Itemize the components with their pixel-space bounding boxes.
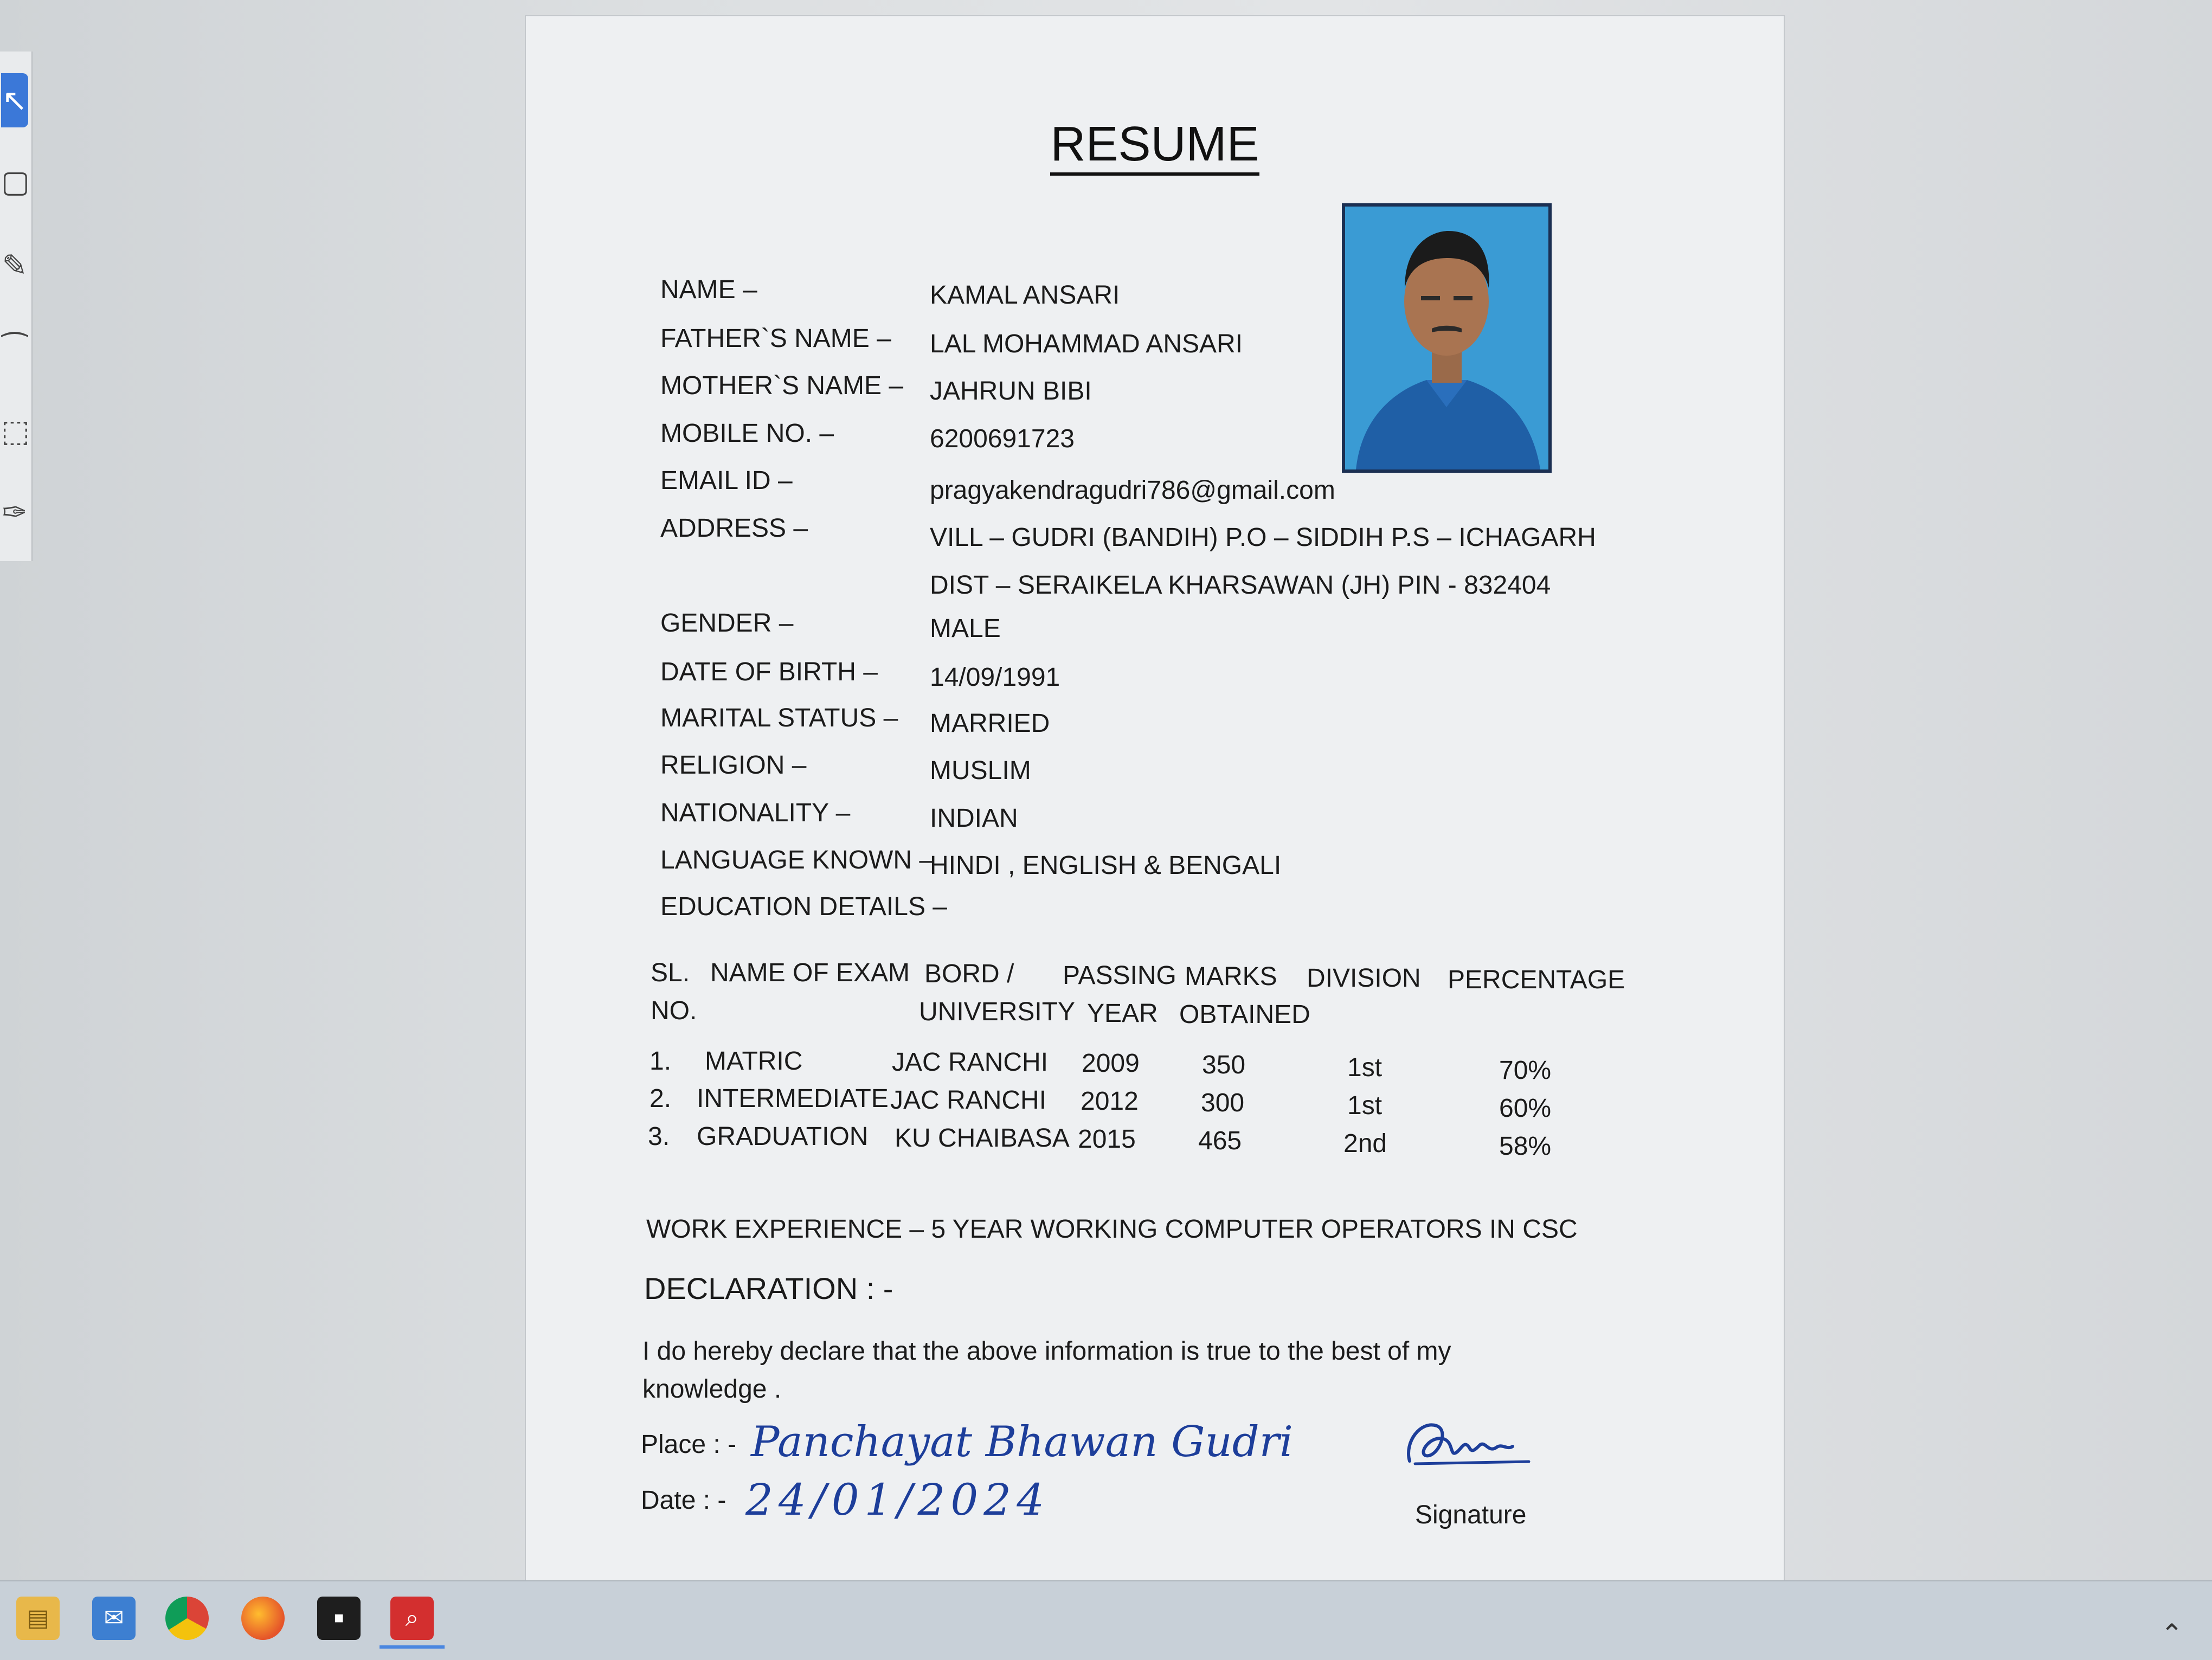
place-handwritten: Panchayat Bhawan Gudri (751, 1418, 1293, 1466)
table-header: PASSING (1063, 961, 1176, 990)
field-value: 14/09/1991 (930, 663, 1060, 692)
field-label: DATE OF BIRTH – (660, 658, 878, 686)
comment-tool-icon[interactable]: ▢ (1, 164, 30, 198)
table-cell: JAC RANCHI (892, 1048, 1049, 1077)
declaration-text-continued: knowledge . (642, 1375, 782, 1404)
table-header: MARKS (1185, 962, 1277, 991)
field-label: FATHER`S NAME – (660, 324, 891, 353)
field-label: NATIONALITY – (660, 799, 851, 827)
table-cell: GRADUATION (697, 1122, 869, 1151)
table-header: NO. (651, 996, 697, 1025)
table-cell: 70% (1499, 1056, 1552, 1085)
person-photo-image (1345, 207, 1548, 469)
field-label: MOTHER`S NAME – (660, 371, 904, 400)
field-value: LAL MOHAMMAD ANSARI (930, 330, 1243, 358)
education-heading: EDUCATION DETAILS – (660, 892, 947, 921)
select-tool-icon[interactable]: ↖ (1, 73, 28, 127)
text-select-tool-icon[interactable]: ⬚ (1, 414, 30, 448)
field-label: ADDRESS – (660, 514, 808, 543)
field-value: 6200691723 (930, 424, 1075, 453)
work-experience: WORK EXPERIENCE – 5 YEAR WORKING COMPUTER OPERATORS IN CSC (646, 1215, 1578, 1244)
date-handwritten: 24/01/2024 (745, 1475, 1050, 1525)
stamp-tool-icon[interactable]: ✑ (2, 495, 28, 529)
table-cell: 1st (1347, 1053, 1382, 1082)
table-header: DIVISION (1307, 964, 1421, 993)
field-value: MUSLIM (930, 756, 1031, 785)
field-value: HINDI , ENGLISH & BENGALI (930, 851, 1282, 880)
field-label: GENDER – (660, 609, 794, 638)
field-value: INDIAN (930, 804, 1018, 833)
table-cell: 350 (1202, 1051, 1246, 1079)
pen-tool-icon[interactable]: ✎ (2, 248, 28, 282)
resume-title: RESUME (526, 117, 1784, 172)
date-label: Date : - (641, 1486, 726, 1515)
field-value: KAMAL ANSARI (930, 281, 1120, 310)
field-value: MALE (930, 614, 1001, 643)
tool-rail (0, 52, 33, 561)
field-value-continued: DIST – SERAIKELA KHARSAWAN (JH) PIN - 832404 (930, 571, 1551, 600)
table-cell: 2015 (1078, 1125, 1136, 1154)
field-value: JAHRUN BIBI (930, 377, 1092, 406)
signature-label: Signature (1415, 1501, 1527, 1529)
field-value: MARRIED (930, 709, 1050, 738)
field-label: MOBILE NO. – (660, 419, 834, 448)
chrome-icon[interactable] (165, 1597, 209, 1640)
pdf-reader-icon[interactable]: ⌕ (390, 1597, 434, 1640)
file-explorer-icon[interactable]: ▤ (16, 1597, 60, 1640)
table-cell: 2nd (1343, 1129, 1387, 1158)
draw-tool-icon[interactable]: ⁀ (2, 332, 27, 366)
table-header: YEAR (1087, 999, 1158, 1028)
table-cell: 300 (1201, 1089, 1245, 1117)
table-cell: 3. (648, 1122, 670, 1151)
table-cell: 60% (1499, 1094, 1552, 1123)
table-cell: 465 (1198, 1127, 1242, 1155)
field-value: VILL – GUDRI (BANDIH) P.O – SIDDIH P.S – ICHAGARH (930, 523, 1596, 552)
table-cell: JAC RANCHI (890, 1086, 1047, 1115)
app-icon[interactable]: ■ (317, 1597, 361, 1640)
field-label: EMAIL ID – (660, 466, 793, 495)
place-label: Place : - (641, 1430, 737, 1459)
table-cell: 2009 (1082, 1049, 1140, 1078)
table-cell: 2. (650, 1084, 672, 1113)
field-value: pragyakendragudri786@gmail.com (930, 476, 1335, 505)
table-header: UNIVERSITY (919, 998, 1076, 1026)
table-cell: MATRIC (705, 1047, 803, 1076)
mail-icon[interactable]: ✉ (92, 1597, 136, 1640)
field-label: NAME – (660, 275, 757, 304)
handwritten-signature (1399, 1410, 1540, 1475)
table-header: NAME OF EXAM (710, 958, 910, 987)
field-label: LANGUAGE KNOWN – (660, 846, 934, 874)
field-label: MARITAL STATUS – (660, 704, 898, 732)
table-cell: KU CHAIBASA (895, 1124, 1070, 1153)
declaration-title: DECLARATION : - (644, 1271, 893, 1305)
active-app-indicator (380, 1645, 445, 1649)
table-cell: 1. (650, 1047, 672, 1076)
table-header: PERCENTAGE (1448, 966, 1625, 994)
field-label: RELIGION – (660, 751, 807, 780)
table-cell: 58% (1499, 1132, 1552, 1161)
table-header: OBTAINED (1179, 1000, 1310, 1029)
chevron-up-icon[interactable]: ⌃ (2160, 1619, 2183, 1649)
profile-photo (1342, 203, 1552, 473)
document-page (526, 16, 1784, 1580)
table-header: SL. (651, 958, 690, 987)
table-header: BORD / (924, 960, 1014, 988)
table-cell: 1st (1347, 1091, 1382, 1120)
table-cell: INTERMEDIATE (697, 1084, 889, 1113)
declaration-text: I do hereby declare that the above information is true to the best of my (642, 1337, 1451, 1366)
firefox-icon[interactable] (241, 1597, 285, 1640)
table-cell: 2012 (1081, 1087, 1139, 1116)
